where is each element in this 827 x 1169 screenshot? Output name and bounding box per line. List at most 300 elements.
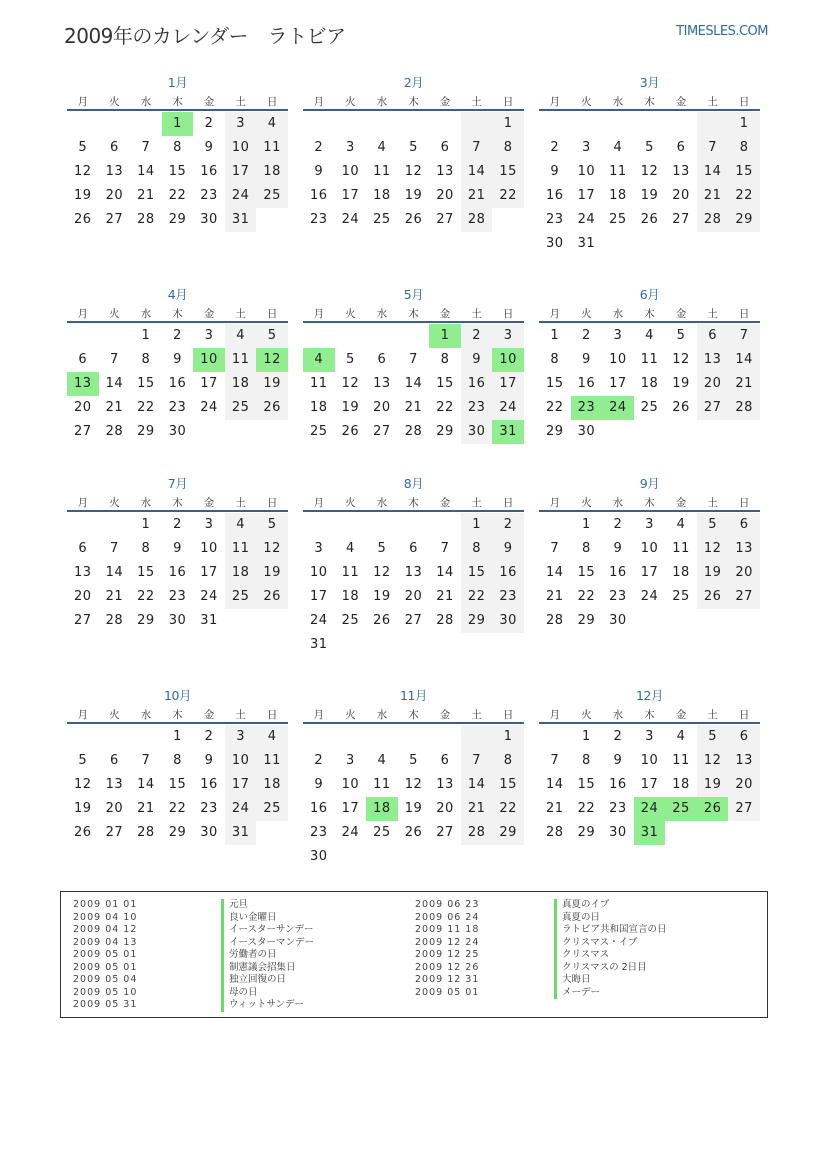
day-cell[interactable]: 16: [609, 777, 627, 792]
holiday-day-cell[interactable]: 4: [303, 348, 335, 372]
day-cell[interactable]: 14: [137, 164, 155, 179]
day-cell[interactable]: 11: [341, 565, 360, 580]
day-cell[interactable]: 15: [137, 565, 155, 580]
day-cell[interactable]: 10: [310, 565, 328, 580]
day-cell[interactable]: 1: [581, 729, 591, 744]
day-cell[interactable]: 2: [550, 140, 560, 155]
day-cell[interactable]: 5: [676, 328, 686, 343]
day-cell[interactable]: 3: [645, 729, 654, 744]
day-cell[interactable]: 4: [676, 729, 686, 744]
site-logo[interactable]: TIMESLES.COM: [676, 24, 768, 39]
day-cell[interactable]: 26: [74, 212, 92, 227]
day-cell[interactable]: 14: [728, 348, 760, 372]
day-cell[interactable]: 20: [672, 188, 690, 203]
day-cell[interactable]: 2: [613, 729, 623, 744]
day-cell[interactable]: 11: [310, 376, 328, 391]
day-cell[interactable]: 18: [609, 188, 627, 203]
day-cell[interactable]: 21: [105, 589, 124, 604]
day-cell[interactable]: 23: [200, 801, 218, 816]
day-cell[interactable]: 8: [173, 140, 182, 155]
day-cell[interactable]: 6: [409, 541, 418, 556]
day-cell[interactable]: 5: [256, 513, 288, 537]
day-cell[interactable]: 29: [436, 424, 454, 439]
day-cell[interactable]: 31: [225, 208, 257, 232]
day-cell[interactable]: 28: [461, 208, 493, 232]
day-cell[interactable]: 19: [341, 400, 360, 415]
day-cell[interactable]: 7: [109, 541, 119, 556]
day-cell[interactable]: 15: [728, 160, 760, 184]
day-cell[interactable]: 28: [697, 208, 729, 232]
day-cell[interactable]: 7: [550, 753, 560, 768]
day-cell[interactable]: 23: [310, 212, 328, 227]
day-cell[interactable]: 29: [577, 825, 596, 840]
day-cell[interactable]: 1: [581, 517, 591, 532]
day-cell[interactable]: 12: [74, 164, 92, 179]
day-cell[interactable]: 26: [341, 424, 360, 439]
day-cell[interactable]: 30: [310, 849, 328, 864]
day-cell[interactable]: 8: [141, 352, 151, 367]
day-cell[interactable]: 25: [672, 589, 690, 604]
day-cell[interactable]: 11: [373, 164, 391, 179]
day-cell[interactable]: 5: [345, 352, 355, 367]
day-cell[interactable]: 16: [609, 565, 627, 580]
day-cell[interactable]: 14: [105, 565, 124, 580]
day-cell[interactable]: 7: [141, 140, 151, 155]
day-cell[interactable]: 16: [200, 164, 218, 179]
day-cell[interactable]: 1: [492, 112, 524, 136]
day-cell[interactable]: 17: [225, 160, 257, 184]
day-cell[interactable]: 8: [492, 749, 524, 773]
day-cell[interactable]: 7: [461, 136, 493, 160]
day-cell[interactable]: 28: [137, 212, 155, 227]
day-cell[interactable]: 19: [74, 188, 92, 203]
day-cell[interactable]: 27: [436, 212, 454, 227]
day-cell[interactable]: 29: [461, 609, 493, 633]
day-cell[interactable]: 21: [105, 400, 124, 415]
day-cell[interactable]: 7: [141, 753, 151, 768]
holiday-day-cell[interactable]: 24: [634, 797, 666, 821]
day-cell[interactable]: 16: [461, 372, 493, 396]
day-cell[interactable]: 18: [373, 188, 391, 203]
day-cell[interactable]: 10: [640, 753, 659, 768]
holiday-day-cell[interactable]: 23: [571, 396, 603, 420]
day-cell[interactable]: 4: [256, 725, 288, 749]
day-cell[interactable]: 30: [546, 236, 564, 251]
day-cell[interactable]: 14: [404, 376, 423, 391]
day-cell[interactable]: 30: [200, 825, 218, 840]
day-cell[interactable]: 15: [168, 164, 187, 179]
day-cell[interactable]: 25: [256, 797, 288, 821]
day-cell[interactable]: 9: [461, 348, 493, 372]
day-cell[interactable]: 23: [168, 400, 187, 415]
day-cell[interactable]: 22: [728, 184, 760, 208]
day-cell[interactable]: 7: [440, 541, 450, 556]
day-cell[interactable]: 2: [204, 116, 214, 131]
day-cell[interactable]: 3: [613, 328, 623, 343]
day-cell[interactable]: 19: [697, 773, 729, 797]
day-cell[interactable]: 28: [105, 424, 124, 439]
day-cell[interactable]: 6: [440, 753, 450, 768]
day-cell[interactable]: 17: [341, 188, 360, 203]
day-cell[interactable]: 6: [78, 541, 88, 556]
day-cell[interactable]: 27: [74, 613, 92, 628]
day-cell[interactable]: 10: [225, 136, 257, 160]
day-cell[interactable]: 18: [672, 777, 690, 792]
day-cell[interactable]: 5: [256, 324, 288, 348]
day-cell[interactable]: 9: [581, 352, 591, 367]
day-cell[interactable]: 18: [256, 160, 288, 184]
day-cell[interactable]: 19: [672, 376, 690, 391]
day-cell[interactable]: 9: [204, 140, 214, 155]
day-cell[interactable]: 14: [137, 777, 155, 792]
day-cell[interactable]: 15: [492, 773, 524, 797]
day-cell[interactable]: 31: [200, 613, 218, 628]
day-cell[interactable]: 9: [173, 352, 182, 367]
day-cell[interactable]: 6: [728, 513, 760, 537]
day-cell[interactable]: 8: [581, 753, 591, 768]
day-cell[interactable]: 6: [109, 140, 119, 155]
day-cell[interactable]: 17: [225, 773, 257, 797]
day-cell[interactable]: 18: [225, 561, 257, 585]
day-cell[interactable]: 8: [492, 136, 524, 160]
day-cell[interactable]: 2: [613, 517, 623, 532]
day-cell[interactable]: 13: [436, 164, 454, 179]
holiday-day-cell[interactable]: 24: [602, 396, 634, 420]
day-cell[interactable]: 16: [168, 565, 187, 580]
day-cell[interactable]: 3: [345, 140, 355, 155]
day-cell[interactable]: 22: [436, 400, 454, 415]
day-cell[interactable]: 21: [546, 589, 564, 604]
day-cell[interactable]: 21: [461, 797, 493, 821]
day-cell[interactable]: 4: [256, 112, 288, 136]
day-cell[interactable]: 23: [609, 589, 627, 604]
day-cell[interactable]: 4: [225, 513, 257, 537]
day-cell[interactable]: 2: [461, 324, 493, 348]
day-cell[interactable]: 11: [640, 352, 659, 367]
day-cell[interactable]: 13: [728, 537, 760, 561]
day-cell[interactable]: 26: [256, 585, 288, 609]
day-cell[interactable]: 15: [577, 565, 596, 580]
day-cell[interactable]: 26: [74, 825, 92, 840]
day-cell[interactable]: 5: [697, 513, 729, 537]
day-cell[interactable]: 4: [377, 140, 387, 155]
day-cell[interactable]: 10: [225, 749, 257, 773]
day-cell[interactable]: 30: [200, 212, 218, 227]
day-cell[interactable]: 8: [440, 352, 450, 367]
day-cell[interactable]: 10: [200, 541, 218, 556]
day-cell[interactable]: 15: [461, 561, 493, 585]
day-cell[interactable]: 15: [577, 777, 596, 792]
day-cell[interactable]: 7: [550, 541, 560, 556]
day-cell[interactable]: 9: [204, 753, 214, 768]
day-cell[interactable]: 7: [109, 352, 119, 367]
day-cell[interactable]: 9: [550, 164, 560, 179]
day-cell[interactable]: 4: [345, 541, 355, 556]
day-cell[interactable]: 24: [225, 797, 257, 821]
day-cell[interactable]: 11: [256, 136, 288, 160]
day-cell[interactable]: 22: [577, 589, 596, 604]
day-cell[interactable]: 11: [225, 537, 257, 561]
day-cell[interactable]: 2: [173, 517, 182, 532]
day-cell[interactable]: 6: [728, 725, 760, 749]
day-cell[interactable]: 3: [581, 140, 591, 155]
day-cell[interactable]: 6: [440, 140, 450, 155]
day-cell[interactable]: 4: [645, 328, 654, 343]
day-cell[interactable]: 29: [137, 424, 155, 439]
day-cell[interactable]: 13: [74, 565, 92, 580]
day-cell[interactable]: 15: [436, 376, 454, 391]
day-cell[interactable]: 23: [546, 212, 564, 227]
holiday-day-cell[interactable]: 10: [193, 348, 225, 372]
day-cell[interactable]: 26: [672, 400, 690, 415]
day-cell[interactable]: 28: [546, 825, 564, 840]
holiday-day-cell[interactable]: 12: [256, 348, 288, 372]
day-cell[interactable]: 25: [341, 613, 360, 628]
day-cell[interactable]: 12: [256, 537, 288, 561]
day-cell[interactable]: 16: [492, 561, 524, 585]
day-cell[interactable]: 14: [105, 376, 124, 391]
day-cell[interactable]: 20: [404, 589, 423, 604]
day-cell[interactable]: 23: [461, 396, 493, 420]
day-cell[interactable]: 15: [492, 160, 524, 184]
day-cell[interactable]: 3: [225, 725, 257, 749]
day-cell[interactable]: 31: [310, 637, 328, 652]
day-cell[interactable]: 3: [225, 112, 257, 136]
holiday-day-cell[interactable]: 10: [492, 348, 524, 372]
day-cell[interactable]: 27: [105, 212, 124, 227]
day-cell[interactable]: 2: [492, 513, 524, 537]
day-cell[interactable]: 6: [78, 352, 88, 367]
day-cell[interactable]: 24: [225, 184, 257, 208]
day-cell[interactable]: 10: [341, 777, 360, 792]
day-cell[interactable]: 11: [225, 348, 257, 372]
day-cell[interactable]: 17: [640, 777, 659, 792]
day-cell[interactable]: 25: [640, 400, 659, 415]
day-cell[interactable]: 22: [492, 184, 524, 208]
day-cell[interactable]: 14: [461, 773, 493, 797]
day-cell[interactable]: 20: [728, 773, 760, 797]
day-cell[interactable]: 14: [436, 565, 454, 580]
day-cell[interactable]: 3: [345, 753, 355, 768]
day-cell[interactable]: 30: [168, 613, 187, 628]
day-cell[interactable]: 13: [436, 777, 454, 792]
day-cell[interactable]: 25: [373, 825, 391, 840]
day-cell[interactable]: 28: [728, 396, 760, 420]
day-cell[interactable]: 8: [728, 136, 760, 160]
day-cell[interactable]: 29: [168, 825, 187, 840]
day-cell[interactable]: 26: [256, 396, 288, 420]
day-cell[interactable]: 10: [609, 352, 627, 367]
day-cell[interactable]: 30: [609, 825, 627, 840]
day-cell[interactable]: 13: [697, 348, 729, 372]
day-cell[interactable]: 17: [200, 376, 218, 391]
day-cell[interactable]: 19: [256, 561, 288, 585]
day-cell[interactable]: 12: [672, 352, 690, 367]
day-cell[interactable]: 27: [436, 825, 454, 840]
day-cell[interactable]: 22: [168, 188, 187, 203]
day-cell[interactable]: 22: [546, 400, 564, 415]
day-cell[interactable]: 8: [550, 352, 560, 367]
day-cell[interactable]: 22: [577, 801, 596, 816]
day-cell[interactable]: 1: [141, 328, 151, 343]
day-cell[interactable]: 3: [492, 324, 524, 348]
day-cell[interactable]: 17: [310, 589, 328, 604]
day-cell[interactable]: 27: [373, 424, 391, 439]
day-cell[interactable]: 4: [377, 753, 387, 768]
day-cell[interactable]: 27: [697, 396, 729, 420]
day-cell[interactable]: 22: [137, 589, 155, 604]
day-cell[interactable]: 3: [204, 517, 214, 532]
day-cell[interactable]: 11: [609, 164, 627, 179]
day-cell[interactable]: 24: [640, 589, 659, 604]
day-cell[interactable]: 29: [546, 424, 564, 439]
day-cell[interactable]: 20: [373, 400, 391, 415]
day-cell[interactable]: 26: [373, 613, 391, 628]
day-cell[interactable]: 29: [137, 613, 155, 628]
day-cell[interactable]: 12: [373, 565, 391, 580]
day-cell[interactable]: 13: [404, 565, 423, 580]
day-cell[interactable]: 21: [404, 400, 423, 415]
day-cell[interactable]: 1: [550, 328, 560, 343]
day-cell[interactable]: 7: [461, 749, 493, 773]
day-cell[interactable]: 11: [256, 749, 288, 773]
day-cell[interactable]: 9: [613, 753, 623, 768]
day-cell[interactable]: 6: [377, 352, 387, 367]
day-cell[interactable]: 12: [341, 376, 360, 391]
day-cell[interactable]: 10: [341, 164, 360, 179]
day-cell[interactable]: 27: [672, 212, 690, 227]
day-cell[interactable]: 4: [613, 140, 623, 155]
day-cell[interactable]: 31: [225, 821, 257, 845]
day-cell[interactable]: 6: [676, 140, 686, 155]
day-cell[interactable]: 19: [256, 372, 288, 396]
day-cell[interactable]: 29: [492, 821, 524, 845]
day-cell[interactable]: 16: [200, 777, 218, 792]
day-cell[interactable]: 20: [74, 400, 92, 415]
day-cell[interactable]: 22: [461, 585, 493, 609]
day-cell[interactable]: 18: [640, 376, 659, 391]
day-cell[interactable]: 7: [697, 136, 729, 160]
day-cell[interactable]: 6: [109, 753, 119, 768]
day-cell[interactable]: 17: [577, 188, 596, 203]
day-cell[interactable]: 25: [256, 184, 288, 208]
day-cell[interactable]: 24: [492, 396, 524, 420]
day-cell[interactable]: 25: [373, 212, 391, 227]
day-cell[interactable]: 18: [225, 372, 257, 396]
day-cell[interactable]: 7: [728, 324, 760, 348]
day-cell[interactable]: 1: [141, 517, 151, 532]
day-cell[interactable]: 30: [577, 424, 596, 439]
day-cell[interactable]: 12: [640, 164, 659, 179]
day-cell[interactable]: 15: [546, 376, 564, 391]
day-cell[interactable]: 21: [697, 184, 729, 208]
day-cell[interactable]: 18: [341, 589, 360, 604]
day-cell[interactable]: 23: [492, 585, 524, 609]
day-cell[interactable]: 13: [672, 164, 690, 179]
day-cell[interactable]: 24: [341, 212, 360, 227]
day-cell[interactable]: 20: [697, 372, 729, 396]
day-cell[interactable]: 2: [204, 729, 214, 744]
day-cell[interactable]: 28: [461, 821, 493, 845]
day-cell[interactable]: 26: [697, 585, 729, 609]
day-cell[interactable]: 24: [200, 589, 218, 604]
holiday-day-cell[interactable]: 31: [492, 420, 524, 444]
day-cell[interactable]: 25: [225, 396, 257, 420]
day-cell[interactable]: 2: [314, 753, 324, 768]
day-cell[interactable]: 17: [341, 801, 360, 816]
day-cell[interactable]: 1: [492, 725, 524, 749]
day-cell[interactable]: 24: [200, 400, 218, 415]
day-cell[interactable]: 27: [404, 613, 423, 628]
day-cell[interactable]: 3: [204, 328, 214, 343]
day-cell[interactable]: 20: [436, 188, 454, 203]
day-cell[interactable]: 11: [373, 777, 391, 792]
day-cell[interactable]: 20: [105, 188, 124, 203]
day-cell[interactable]: 25: [609, 212, 627, 227]
day-cell[interactable]: 19: [404, 801, 423, 816]
holiday-day-cell[interactable]: 1: [429, 324, 461, 348]
holiday-day-cell[interactable]: 31: [634, 821, 666, 845]
day-cell[interactable]: 23: [168, 589, 187, 604]
day-cell[interactable]: 15: [168, 777, 187, 792]
day-cell[interactable]: 10: [640, 541, 659, 556]
day-cell[interactable]: 17: [609, 376, 627, 391]
day-cell[interactable]: 16: [168, 376, 187, 391]
holiday-day-cell[interactable]: 18: [366, 797, 398, 821]
day-cell[interactable]: 12: [697, 537, 729, 561]
day-cell[interactable]: 9: [492, 537, 524, 561]
day-cell[interactable]: 20: [436, 801, 454, 816]
day-cell[interactable]: 21: [546, 801, 564, 816]
day-cell[interactable]: 28: [436, 613, 454, 628]
day-cell[interactable]: 19: [697, 561, 729, 585]
day-cell[interactable]: 30: [492, 609, 524, 633]
day-cell[interactable]: 20: [105, 801, 124, 816]
day-cell[interactable]: 24: [341, 825, 360, 840]
day-cell[interactable]: 26: [404, 212, 423, 227]
day-cell[interactable]: 28: [404, 424, 423, 439]
holiday-day-cell[interactable]: 1: [162, 112, 194, 136]
day-cell[interactable]: 28: [105, 613, 124, 628]
day-cell[interactable]: 19: [404, 188, 423, 203]
day-cell[interactable]: 21: [137, 188, 155, 203]
holiday-day-cell[interactable]: 13: [67, 372, 99, 396]
day-cell[interactable]: 5: [78, 753, 88, 768]
day-cell[interactable]: 7: [409, 352, 418, 367]
day-cell[interactable]: 21: [461, 184, 493, 208]
day-cell[interactable]: 25: [225, 585, 257, 609]
day-cell[interactable]: 1: [728, 112, 760, 136]
day-cell[interactable]: 16: [310, 801, 328, 816]
day-cell[interactable]: 21: [137, 801, 155, 816]
day-cell[interactable]: 5: [645, 140, 654, 155]
day-cell[interactable]: 10: [577, 164, 596, 179]
day-cell[interactable]: 12: [404, 164, 423, 179]
day-cell[interactable]: 9: [613, 541, 623, 556]
day-cell[interactable]: 16: [577, 376, 596, 391]
day-cell[interactable]: 8: [141, 541, 151, 556]
day-cell[interactable]: 13: [373, 376, 391, 391]
day-cell[interactable]: 27: [728, 797, 760, 821]
day-cell[interactable]: 8: [581, 541, 591, 556]
day-cell[interactable]: 26: [640, 212, 659, 227]
day-cell[interactable]: 19: [373, 589, 391, 604]
day-cell[interactable]: 24: [310, 613, 328, 628]
day-cell[interactable]: 9: [173, 541, 182, 556]
day-cell[interactable]: 21: [436, 589, 454, 604]
day-cell[interactable]: 12: [404, 777, 423, 792]
day-cell[interactable]: 12: [74, 777, 92, 792]
